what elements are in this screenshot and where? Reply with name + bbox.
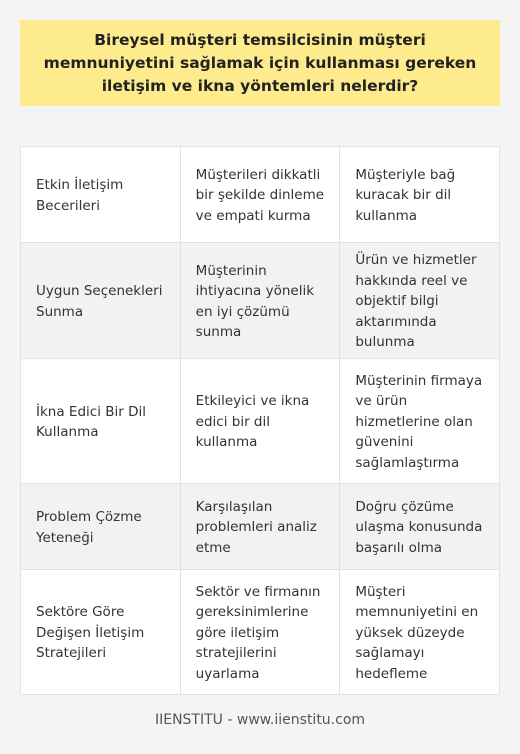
table-cell-technique: Müşterinin ihtiyacına yönelik en iyi çözümü sunma <box>181 243 341 358</box>
table-cell-goal: Ürün ve hizmetler hakkında reel ve objektif bilgi aktarımında bulunma <box>355 252 477 351</box>
title-banner <box>20 20 500 106</box>
table-cell-goal: Müşteriyle bağ kuracak bir dil kullanma <box>355 166 456 224</box>
table-cell-technique: Müşterileri dikkatli bir şekilde dinleme ve empati kurma <box>181 147 341 242</box>
table-row <box>21 147 499 243</box>
table-cell-method: Problem Çözme Yeteneği <box>21 484 181 569</box>
table-cell-goal: Doğru çözüme ulaşma konusunda başarılı olma <box>355 498 483 556</box>
table-cell-method: Etkin İletişim Becerileri <box>21 147 181 242</box>
table-cell-method: İkna Edici Bir Dil Kullanma <box>21 359 181 483</box>
table-cell-goal: Müşterinin firmaya ve ürün hizmetlerine olan güvenini sağlamlaştırma <box>355 372 483 471</box>
table-cell-technique: Karşılaşılan problemleri analiz etme <box>181 484 341 569</box>
footer-credit: IIENSTITU - www.iienstitu.com <box>154 712 366 728</box>
table-cell-goal: Müşteri memnuniyetini en yüksek düzeyde sağlamayı hedefleme <box>355 583 479 682</box>
methods-table <box>20 146 500 695</box>
page-title: Bireysel müşteri temsilcisinin müşteri memnuniyetini sağlamak için kullanması gereken iletişim ve ikna yöntemleri nelerdir? <box>43 30 477 95</box>
table-row <box>21 359 499 484</box>
table-cell-method: Uygun Seçenekleri Sunma <box>21 243 181 358</box>
table-row <box>21 570 499 694</box>
table-row <box>21 243 499 359</box>
table-cell-technique: Etkileyici ve ikna edici bir dil kullanma <box>181 359 341 483</box>
table-row <box>21 484 499 570</box>
table-cell-method: Sektöre Göre Değişen İletişim Stratejileri <box>21 570 181 694</box>
table-cell-technique: Sektör ve firmanın gereksinimlerine göre iletişim stratejilerini uyarlama <box>181 570 341 694</box>
